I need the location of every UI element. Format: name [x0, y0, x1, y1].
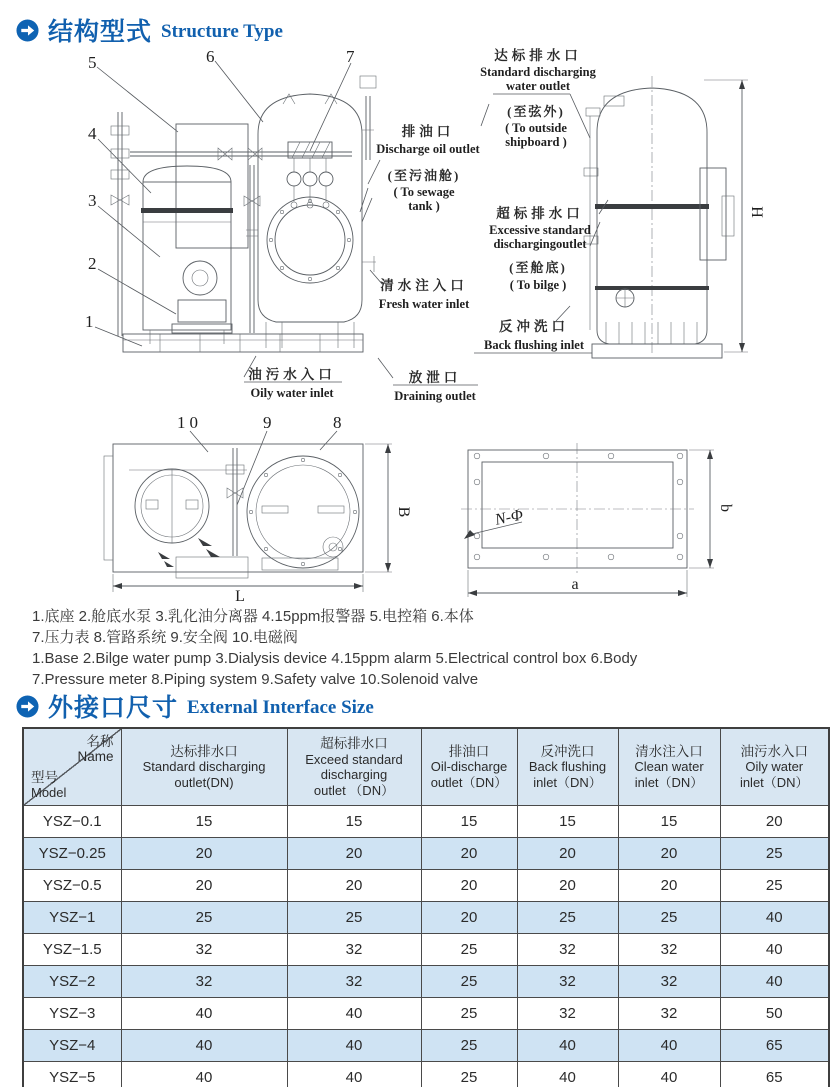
table-row [23, 870, 829, 902]
corner-name-en: Name [77, 749, 114, 764]
value-cell: 25 [421, 1062, 517, 1087]
top-view-drawing [104, 413, 412, 605]
side-view-drawing [584, 76, 765, 358]
corner-header-cell [23, 728, 121, 806]
value-cell: 20 [287, 870, 421, 902]
value-cell: 15 [421, 806, 517, 838]
value-cell: 40 [720, 902, 829, 934]
model-cell: YSZ−0.1 [23, 806, 121, 838]
callout-5: 5 [88, 53, 97, 72]
dim-H: H [748, 206, 765, 218]
corner-name-zh: 名称 [86, 734, 114, 749]
value-cell: 32 [618, 934, 720, 966]
interface-title-zh: 外接口尺寸 [48, 694, 179, 722]
model-cell: YSZ−2 [23, 966, 121, 998]
value-cell: 20 [287, 838, 421, 870]
parts-list-en-line2: 7.Pressure meter 8.Piping system 9.Safety valve 10.Solenoid valve [32, 671, 479, 688]
callout-3: 3 [88, 191, 97, 210]
interface-size-table [22, 727, 830, 1087]
value-cell: 40 [121, 1062, 287, 1087]
value-cell: 65 [720, 1030, 829, 1062]
fresh-water-label-en: Fresh water inlet [378, 297, 470, 311]
column-header: 清水注入口 Clean water inlet（DN） [618, 728, 720, 806]
base-plate-drawing [461, 443, 734, 597]
value-cell: 20 [720, 806, 829, 838]
value-cell: 15 [287, 806, 421, 838]
value-cell: 32 [517, 934, 618, 966]
callout-2: 2 [88, 254, 97, 273]
dim-B: B [395, 506, 412, 518]
value-cell: 20 [421, 902, 517, 934]
column-header: 反冲洗口 Back flushing inlet（DN） [517, 728, 618, 806]
callout-10: 10 [177, 413, 202, 432]
discharge-oil-dest-en1: ( To sewage [393, 185, 455, 199]
value-cell: 25 [421, 998, 517, 1030]
table-row [23, 902, 829, 934]
callout-7: 7 [346, 47, 355, 66]
value-cell: 20 [421, 838, 517, 870]
callout-8: 8 [333, 413, 342, 432]
parts-list-en-line1: 1.Base 2.Bilge water pump 3.Dialysis device 4.15ppm alarm 5.Electrical control box 6.Body [32, 650, 638, 667]
excessive-dest-en1: ( To bilge ) [509, 278, 567, 292]
value-cell: 40 [121, 1030, 287, 1062]
model-cell: YSZ−5 [23, 1062, 121, 1087]
discharge-oil-label-en: Discharge oil outlet [376, 142, 480, 156]
value-cell: 15 [517, 806, 618, 838]
value-cell: 32 [618, 998, 720, 1030]
value-cell: 25 [720, 838, 829, 870]
value-cell: 40 [121, 998, 287, 1030]
value-cell: 20 [121, 870, 287, 902]
column-header: 排油口 Oil-discharge outlet（DN） [421, 728, 517, 806]
discharge-oil-dest-en2: tank ) [408, 199, 440, 213]
structure-title-en: Structure Type [161, 21, 283, 42]
table-body [23, 806, 829, 1087]
value-cell: 25 [618, 902, 720, 934]
value-cell: 40 [618, 1062, 720, 1087]
callout-6: 6 [206, 47, 215, 66]
dim-b: b [717, 504, 734, 512]
standard-dest-zh: (至弦外) [507, 104, 565, 119]
value-cell: 32 [287, 966, 421, 998]
excessive-dest-zh: (至舱底) [509, 260, 567, 275]
table-row [23, 966, 829, 998]
value-cell: 20 [618, 838, 720, 870]
excessive-label-en1: Excessive standard [489, 223, 591, 237]
value-cell: 25 [121, 902, 287, 934]
draining-label-zh: 放泄口 [408, 370, 462, 385]
back-flushing-label-zh: 反冲洗口 [499, 319, 569, 334]
table-row [23, 934, 829, 966]
interface-title-en: External Interface Size [187, 697, 374, 718]
value-cell: 65 [720, 1062, 829, 1087]
value-cell: 25 [720, 870, 829, 902]
value-cell: 40 [517, 1030, 618, 1062]
value-cell: 20 [517, 870, 618, 902]
value-cell: 40 [720, 934, 829, 966]
model-cell: YSZ−4 [23, 1030, 121, 1062]
value-cell: 32 [121, 934, 287, 966]
value-cell: 32 [618, 966, 720, 998]
model-cell: YSZ−3 [23, 998, 121, 1030]
value-cell: 20 [121, 838, 287, 870]
column-header: 油污水入口 Oily water inlet（DN） [720, 728, 829, 806]
column-header: 达标排水口 Standard discharging outlet(DN) [121, 728, 287, 806]
value-cell: 15 [618, 806, 720, 838]
table-row [23, 998, 829, 1030]
value-cell: 25 [421, 966, 517, 998]
parts-list-zh-line2: 7.压力表 8.管路系统 9.安全阀 10.电磁阀 [32, 629, 298, 646]
excessive-label-en2: dischargingoutlet [493, 237, 587, 251]
table-row [23, 1030, 829, 1062]
value-cell: 40 [517, 1062, 618, 1087]
dim-N-phi: N-Φ [493, 506, 525, 529]
back-flushing-label-en: Back flushing inlet [483, 338, 585, 352]
corner-model-zh: 型号 [31, 770, 58, 785]
excessive-label-zh: 超标排水口 [496, 206, 584, 221]
value-cell: 40 [287, 1030, 421, 1062]
value-cell: 20 [618, 870, 720, 902]
standard-dest-en2: shipboard ) [505, 135, 567, 149]
value-cell: 25 [287, 902, 421, 934]
standard-label-en1: Standard discharging [480, 65, 596, 79]
table-header-row [23, 728, 829, 806]
table-row [23, 806, 829, 838]
column-header: 超标排水口 Exceed standard discharging outlet （DN） [287, 728, 421, 806]
value-cell: 40 [287, 998, 421, 1030]
value-cell: 15 [121, 806, 287, 838]
structure-title-zh: 结构型式 [48, 18, 153, 46]
oily-water-label-en: Oily water inlet [250, 386, 334, 400]
value-cell: 25 [421, 1030, 517, 1062]
value-cell: 40 [720, 966, 829, 998]
value-cell: 20 [517, 838, 618, 870]
parts-list [32, 606, 792, 690]
value-cell: 32 [517, 998, 618, 1030]
value-cell: 25 [517, 902, 618, 934]
value-cell: 40 [618, 1030, 720, 1062]
table-row [23, 838, 829, 870]
callout-9: 9 [263, 413, 272, 432]
oily-water-label-zh: 油污水入口 [248, 367, 336, 382]
draining-label-en: Draining outlet [394, 389, 476, 403]
parts-list-zh-line1: 1.底座 2.舱底水泵 3.乳化油分离器 4.15ppm报警器 5.电控箱 6.本体 [32, 608, 474, 625]
value-cell: 32 [517, 966, 618, 998]
side-view-labels [474, 47, 608, 353]
value-cell: 20 [421, 870, 517, 902]
value-cell: 25 [421, 934, 517, 966]
model-cell: YSZ−1.5 [23, 934, 121, 966]
callout-4: 4 [88, 124, 97, 143]
discharge-oil-label-zh: 排油口 [401, 124, 455, 139]
dim-a: a [571, 576, 579, 593]
corner-model-en: Model [31, 785, 67, 800]
model-cell: YSZ−0.25 [23, 838, 121, 870]
value-cell: 32 [121, 966, 287, 998]
model-cell: YSZ−0.5 [23, 870, 121, 902]
model-cell: YSZ−1 [23, 902, 121, 934]
standard-dest-en1: ( To outside [505, 121, 567, 135]
fresh-water-label-zh: 清水注入口 [380, 278, 468, 293]
front-view-drawing [85, 47, 376, 352]
value-cell: 32 [287, 934, 421, 966]
standard-label-zh: 达标排水口 [494, 48, 582, 63]
value-cell: 40 [287, 1062, 421, 1087]
interface-size-header [16, 688, 374, 724]
blue-arrow-icon [16, 695, 39, 718]
table-row [23, 1062, 829, 1087]
discharge-oil-dest-zh: (至污油舱) [387, 168, 461, 183]
callout-1: 1 [85, 312, 94, 331]
dim-L: L [235, 588, 245, 605]
standard-label-en2: water outlet [506, 79, 570, 93]
value-cell: 50 [720, 998, 829, 1030]
